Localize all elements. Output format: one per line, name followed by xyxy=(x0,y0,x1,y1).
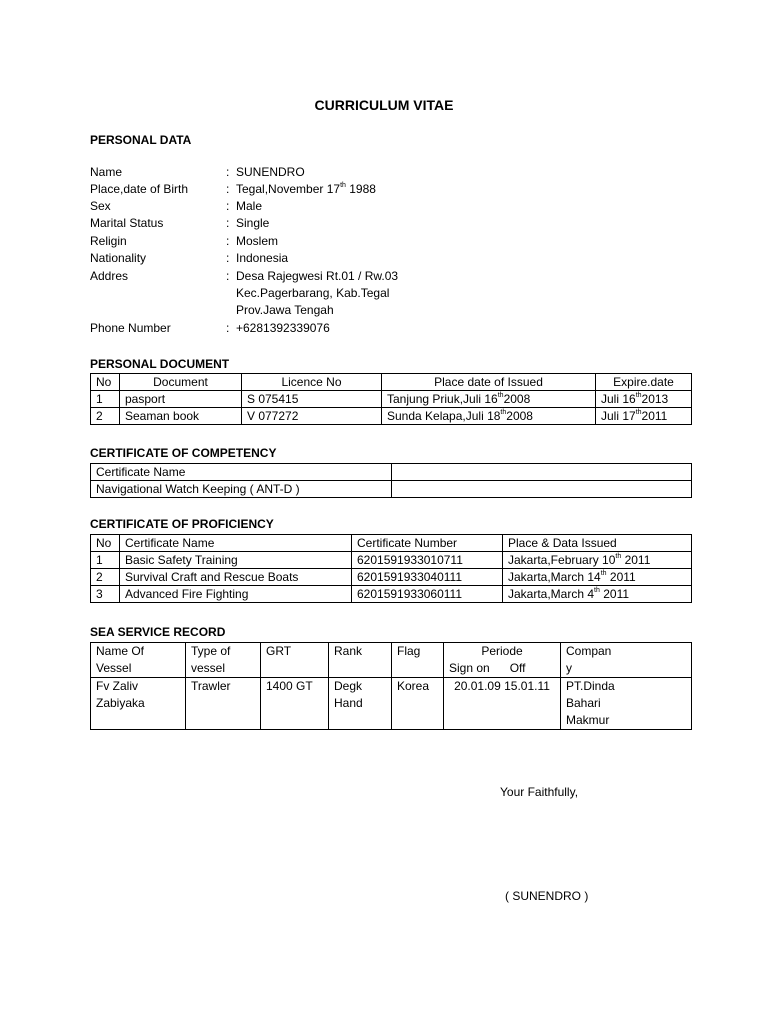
expire-text: Juli 17 xyxy=(601,409,636,423)
header-cell: Certificate Name xyxy=(120,535,352,552)
field-value: Moslem xyxy=(236,234,279,248)
header-line xyxy=(449,660,555,677)
field-colon: : xyxy=(226,251,230,265)
header-line: vessel xyxy=(191,661,226,675)
header-vessel xyxy=(91,643,186,678)
place-sup: th xyxy=(594,587,600,594)
header-line: Type of xyxy=(191,644,231,658)
cell-expire xyxy=(596,408,692,425)
header-type xyxy=(186,643,261,678)
cell-place xyxy=(503,569,692,586)
table-row xyxy=(91,552,692,569)
proficiency-heading: CERTIFICATE OF PROFICIENCY xyxy=(90,517,274,531)
header-cell: Place date of Issued xyxy=(382,374,596,391)
cell-place xyxy=(503,586,692,603)
cell-expire xyxy=(596,391,692,408)
field-label: Addres xyxy=(90,269,129,283)
personal-document-table xyxy=(90,373,692,425)
table-row xyxy=(91,569,692,586)
expire-year: 2011 xyxy=(641,409,668,423)
signature-name: ( SUNENDRO ) xyxy=(505,889,589,903)
sea-service-heading: SEA SERVICE RECORD xyxy=(90,625,226,639)
cell-licence: S 075415 xyxy=(242,391,382,408)
cell-certificate-name: Certificate Name xyxy=(91,464,392,481)
header-cell: Document xyxy=(120,374,242,391)
table-row xyxy=(91,586,692,603)
header-company xyxy=(561,643,692,678)
place-sup: th xyxy=(497,392,504,399)
place-text: Tanjung Priuk,Juli 16 xyxy=(387,392,498,406)
cell-rank xyxy=(329,678,392,730)
header-cell: Licence No xyxy=(242,374,382,391)
cell-certificate-value xyxy=(392,481,692,498)
field-value: SUNENDRO xyxy=(236,165,305,179)
cell-line: PT.Dinda xyxy=(566,679,615,693)
header-periode xyxy=(444,643,561,678)
table-header-row xyxy=(91,643,692,678)
cell-company xyxy=(561,678,692,730)
cell-no: 3 xyxy=(91,586,120,603)
header-line: Name Of xyxy=(96,644,145,658)
salutation: Your Faithfully, xyxy=(500,785,579,799)
field-value xyxy=(236,181,376,198)
place-sup: th xyxy=(600,570,607,577)
field-colon: : xyxy=(226,321,230,335)
birth-sup: th xyxy=(340,182,346,189)
header-grt: GRT xyxy=(261,643,329,678)
expire-text: Juli 16 xyxy=(601,392,636,406)
field-label: Marital Status xyxy=(90,216,164,230)
place-year: 2008 xyxy=(506,409,533,423)
cell-line: Bahari xyxy=(566,696,601,710)
field-label: Nationality xyxy=(90,251,147,265)
field-colon: : xyxy=(226,165,230,179)
field-value: Indonesia xyxy=(236,251,289,265)
header-cell: No xyxy=(91,374,120,391)
place-sup: th xyxy=(615,553,622,560)
cell-grt: 1400 GT xyxy=(261,678,329,730)
competency-heading: CERTIFICATE OF COMPETENCY xyxy=(90,446,277,460)
header-flag: Flag xyxy=(392,643,444,678)
cell-number: 6201591933010711 xyxy=(352,552,503,569)
place-text: Sunda Kelapa,Juli 18 xyxy=(387,409,501,423)
cell-vessel xyxy=(91,678,186,730)
field-value: Desa Rajegwesi Rt.01 / Rw.03 xyxy=(236,269,399,283)
place-text: Jakarta,March 14 xyxy=(508,570,601,584)
cell-line: Fv Zaliv xyxy=(96,679,138,693)
header-line: Vessel xyxy=(96,661,132,675)
cell-licence: V 077272 xyxy=(242,408,382,425)
cell-number: 6201591933040111 xyxy=(352,569,503,586)
field-colon: : xyxy=(226,199,230,213)
header-cell: No xyxy=(91,535,120,552)
cell-line: Zabiyaka xyxy=(96,696,145,710)
cell-certificate-value xyxy=(392,464,692,481)
expire-sup: th xyxy=(635,392,642,399)
off-label: Off xyxy=(509,661,526,675)
competency-table xyxy=(90,463,692,498)
place-year: 2011 xyxy=(599,587,630,601)
table-row xyxy=(91,391,692,408)
field-colon: : xyxy=(226,234,230,248)
place-year: 2011 xyxy=(621,553,651,567)
cell-no: 1 xyxy=(91,391,120,408)
header-rank: Rank xyxy=(329,643,392,678)
place-text: Jakarta,March 4 xyxy=(508,587,595,601)
cell-no: 2 xyxy=(91,408,120,425)
cell-place xyxy=(382,391,596,408)
document-title: CURRICULUM VITAE xyxy=(314,97,454,113)
cell-line: Hand xyxy=(334,696,363,710)
sign-on-label: Sign on xyxy=(449,661,490,675)
cell-name: Advanced Fire Fighting xyxy=(120,586,352,603)
birth-year: 1988 xyxy=(345,182,376,196)
field-value: Prov.Jawa Tengah xyxy=(236,303,334,317)
table-row xyxy=(91,464,692,481)
field-value: Kec.Pagerbarang, Kab.Tegal xyxy=(236,286,390,300)
cell-place xyxy=(503,552,692,569)
field-label: Place,date of Birth xyxy=(90,182,189,196)
table-header-row xyxy=(91,374,692,391)
personal-document-heading: PERSONAL DOCUMENT xyxy=(90,357,230,371)
birth-value: Tegal,November 17 xyxy=(236,182,341,196)
field-colon: : xyxy=(226,269,230,283)
field-value: Male xyxy=(236,199,263,213)
cell-type: Trawler xyxy=(186,678,261,730)
cell-no: 2 xyxy=(91,569,120,586)
place-year: 2008 xyxy=(503,392,531,406)
field-colon: : xyxy=(226,182,230,196)
table-row xyxy=(91,481,692,498)
header-cell: Expire.date xyxy=(596,374,692,391)
field-value: +6281392339076 xyxy=(236,321,330,335)
table-header-row xyxy=(91,535,692,552)
cell-flag: Korea xyxy=(392,678,444,730)
expire-sup: th xyxy=(635,409,642,416)
field-colon: : xyxy=(226,216,230,230)
cell-periode: 20.01.09 15.01.11 xyxy=(444,678,561,730)
cell-document: Seaman book xyxy=(120,408,242,425)
cell-line: Degk xyxy=(334,679,363,693)
field-label: Religin xyxy=(90,234,127,248)
table-row xyxy=(91,678,692,730)
header-cell: Certificate Number xyxy=(352,535,503,552)
cell-document: pasport xyxy=(120,391,242,408)
proficiency-table xyxy=(90,534,692,603)
field-label: Name xyxy=(90,165,123,179)
place-text: Jakarta,February 10 xyxy=(508,553,616,567)
cell-name: Survival Craft and Rescue Boats xyxy=(120,569,352,586)
cell-line: Makmur xyxy=(566,713,610,727)
personal-data-heading: PERSONAL DATA xyxy=(90,133,192,147)
cell-no: 1 xyxy=(91,552,120,569)
sea-service-table xyxy=(90,642,692,730)
field-value: Single xyxy=(236,216,270,230)
header-cell: Place & Data Issued xyxy=(503,535,692,552)
cell-number: 6201591933060111 xyxy=(352,586,503,603)
header-line: Periode xyxy=(481,644,523,658)
header-line: y xyxy=(566,661,572,675)
header-line: Compan xyxy=(566,644,612,658)
expire-year: 2013 xyxy=(641,392,669,406)
field-label: Sex xyxy=(90,199,111,213)
cell-name: Basic Safety Training xyxy=(120,552,352,569)
place-sup: th xyxy=(500,409,507,416)
cell-place xyxy=(382,408,596,425)
table-row xyxy=(91,408,692,425)
cell-certificate-name: Navigational Watch Keeping ( ANT-D ) xyxy=(91,481,392,498)
place-year: 2011 xyxy=(606,570,636,584)
field-label: Phone Number xyxy=(90,321,171,335)
